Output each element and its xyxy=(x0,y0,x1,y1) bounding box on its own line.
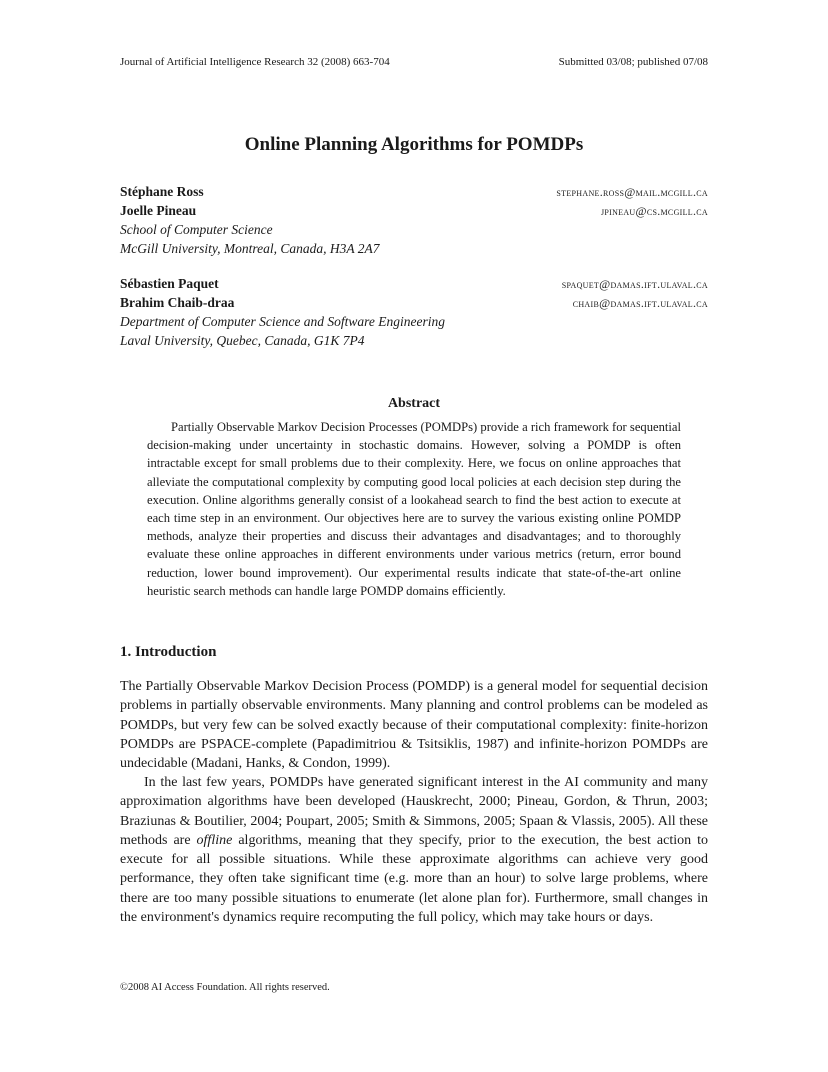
author-name: Sébastien Paquet xyxy=(120,276,219,291)
affiliation-line: School of Computer Science xyxy=(120,222,273,237)
author-row xyxy=(120,276,708,295)
emphasis-offline: offline xyxy=(196,832,233,848)
author-name: Brahim Chaib-draa xyxy=(120,295,235,310)
author-row xyxy=(120,184,708,203)
copyright-footer: ©2008 AI Access Foundation. All rights reserved. xyxy=(120,982,330,993)
affiliation-line: Department of Computer Science and Software Engineering xyxy=(120,314,445,329)
affiliation-line: McGill University, Montreal, Canada, H3A 2A7 xyxy=(120,241,380,256)
author-email[interactable]: spaquet@damas.ift.ulaval.ca xyxy=(561,277,708,291)
intro-paragraph-1: The Partially Observable Markov Decision Process (POMDP) is a general model for sequential decision problems in partially observable environments. Many planning and control problems can be modeled as POMDPs, but very few can be solved exactly because of their computational complexity: finite-horizon POMDPs are PSPACE-complete (Papadimitriou & Tsitsiklis, 1987) and infinite-horizon POMDPs are undecidable (Madani, Hanks, & Condon, 1999). xyxy=(120,679,708,772)
author-email[interactable]: stephane.ross@mail.mcgill.ca xyxy=(556,185,708,199)
author-email[interactable]: jpineau@cs.mcgill.ca xyxy=(600,204,708,218)
journal-header: Journal of Artificial Intelligence Research 32 (2008) 663-704 xyxy=(120,56,390,68)
abstract-text: Partially Observable Markov Decision Processes (POMDPs) provide a rich framework for sequential decision-making under uncertainty in stochastic domains. However, solving a POMDP is often intractable except for small problems due to their complexity. Here, we focus on online approaches that alleviate the computational complexity by computing good local policies at each decision step during the execution. Online algorithms generally consist of a lookahead search to find the best action to execute at each time step in an environment. Our objectives here are to survey the various existing online POMDP methods, analyze their properties and discuss their advantages and disadvantages; and to thoroughly evaluate these online approaches in different environments under various metrics (return, error bound reduction, lower bound improvement). Our experimental results indicate that state-of-the-art online heuristic search methods can handle large POMDP domains efficiently. xyxy=(147,420,681,598)
paragraph-text: In the last few years, POMDPs have generated significant interest in the AI community and many approximation algorithms have been developed (Hauskrecht, 2000; Pineau, Gordon, & Thrun, 2003; Braziunas & Boutilier, 2004; Poupart, 2005; Smith & Simmons, 2005; Spaan & Vlassis, 2005). All these methods are xyxy=(120,775,708,848)
affiliation-line: Laval University, Quebec, Canada, G1K 7P4 xyxy=(120,333,365,348)
submission-dates: Submitted 03/08; published 07/08 xyxy=(558,56,708,68)
intro-paragraph-2 xyxy=(120,773,708,927)
author-name: Joelle Pineau xyxy=(120,203,197,218)
author-email[interactable]: chaib@damas.ift.ulaval.ca xyxy=(572,296,708,310)
paper-title: Online Planning Algorithms for POMDPs xyxy=(244,134,584,155)
paragraph-text: algorithms, meaning that they specify, prior to the execution, the best action to execute for all possible situations. While these approximate algorithms can achieve very good performance, they often take significant time (e.g. more than an hour) to solve large problems, where there are too many possible situations to enumerate (let alone plan for). Furthermore, small changes in the environment's dynamics require recomputing the full policy, which may take hours or days. xyxy=(120,832,708,926)
author-row xyxy=(120,295,708,314)
section-heading: 1. Introduction xyxy=(120,644,217,660)
author-name: Stéphane Ross xyxy=(120,184,204,199)
author-group-2 xyxy=(120,276,708,352)
author-row xyxy=(120,203,708,222)
abstract-heading: Abstract xyxy=(387,396,441,411)
author-group-1 xyxy=(120,184,708,260)
